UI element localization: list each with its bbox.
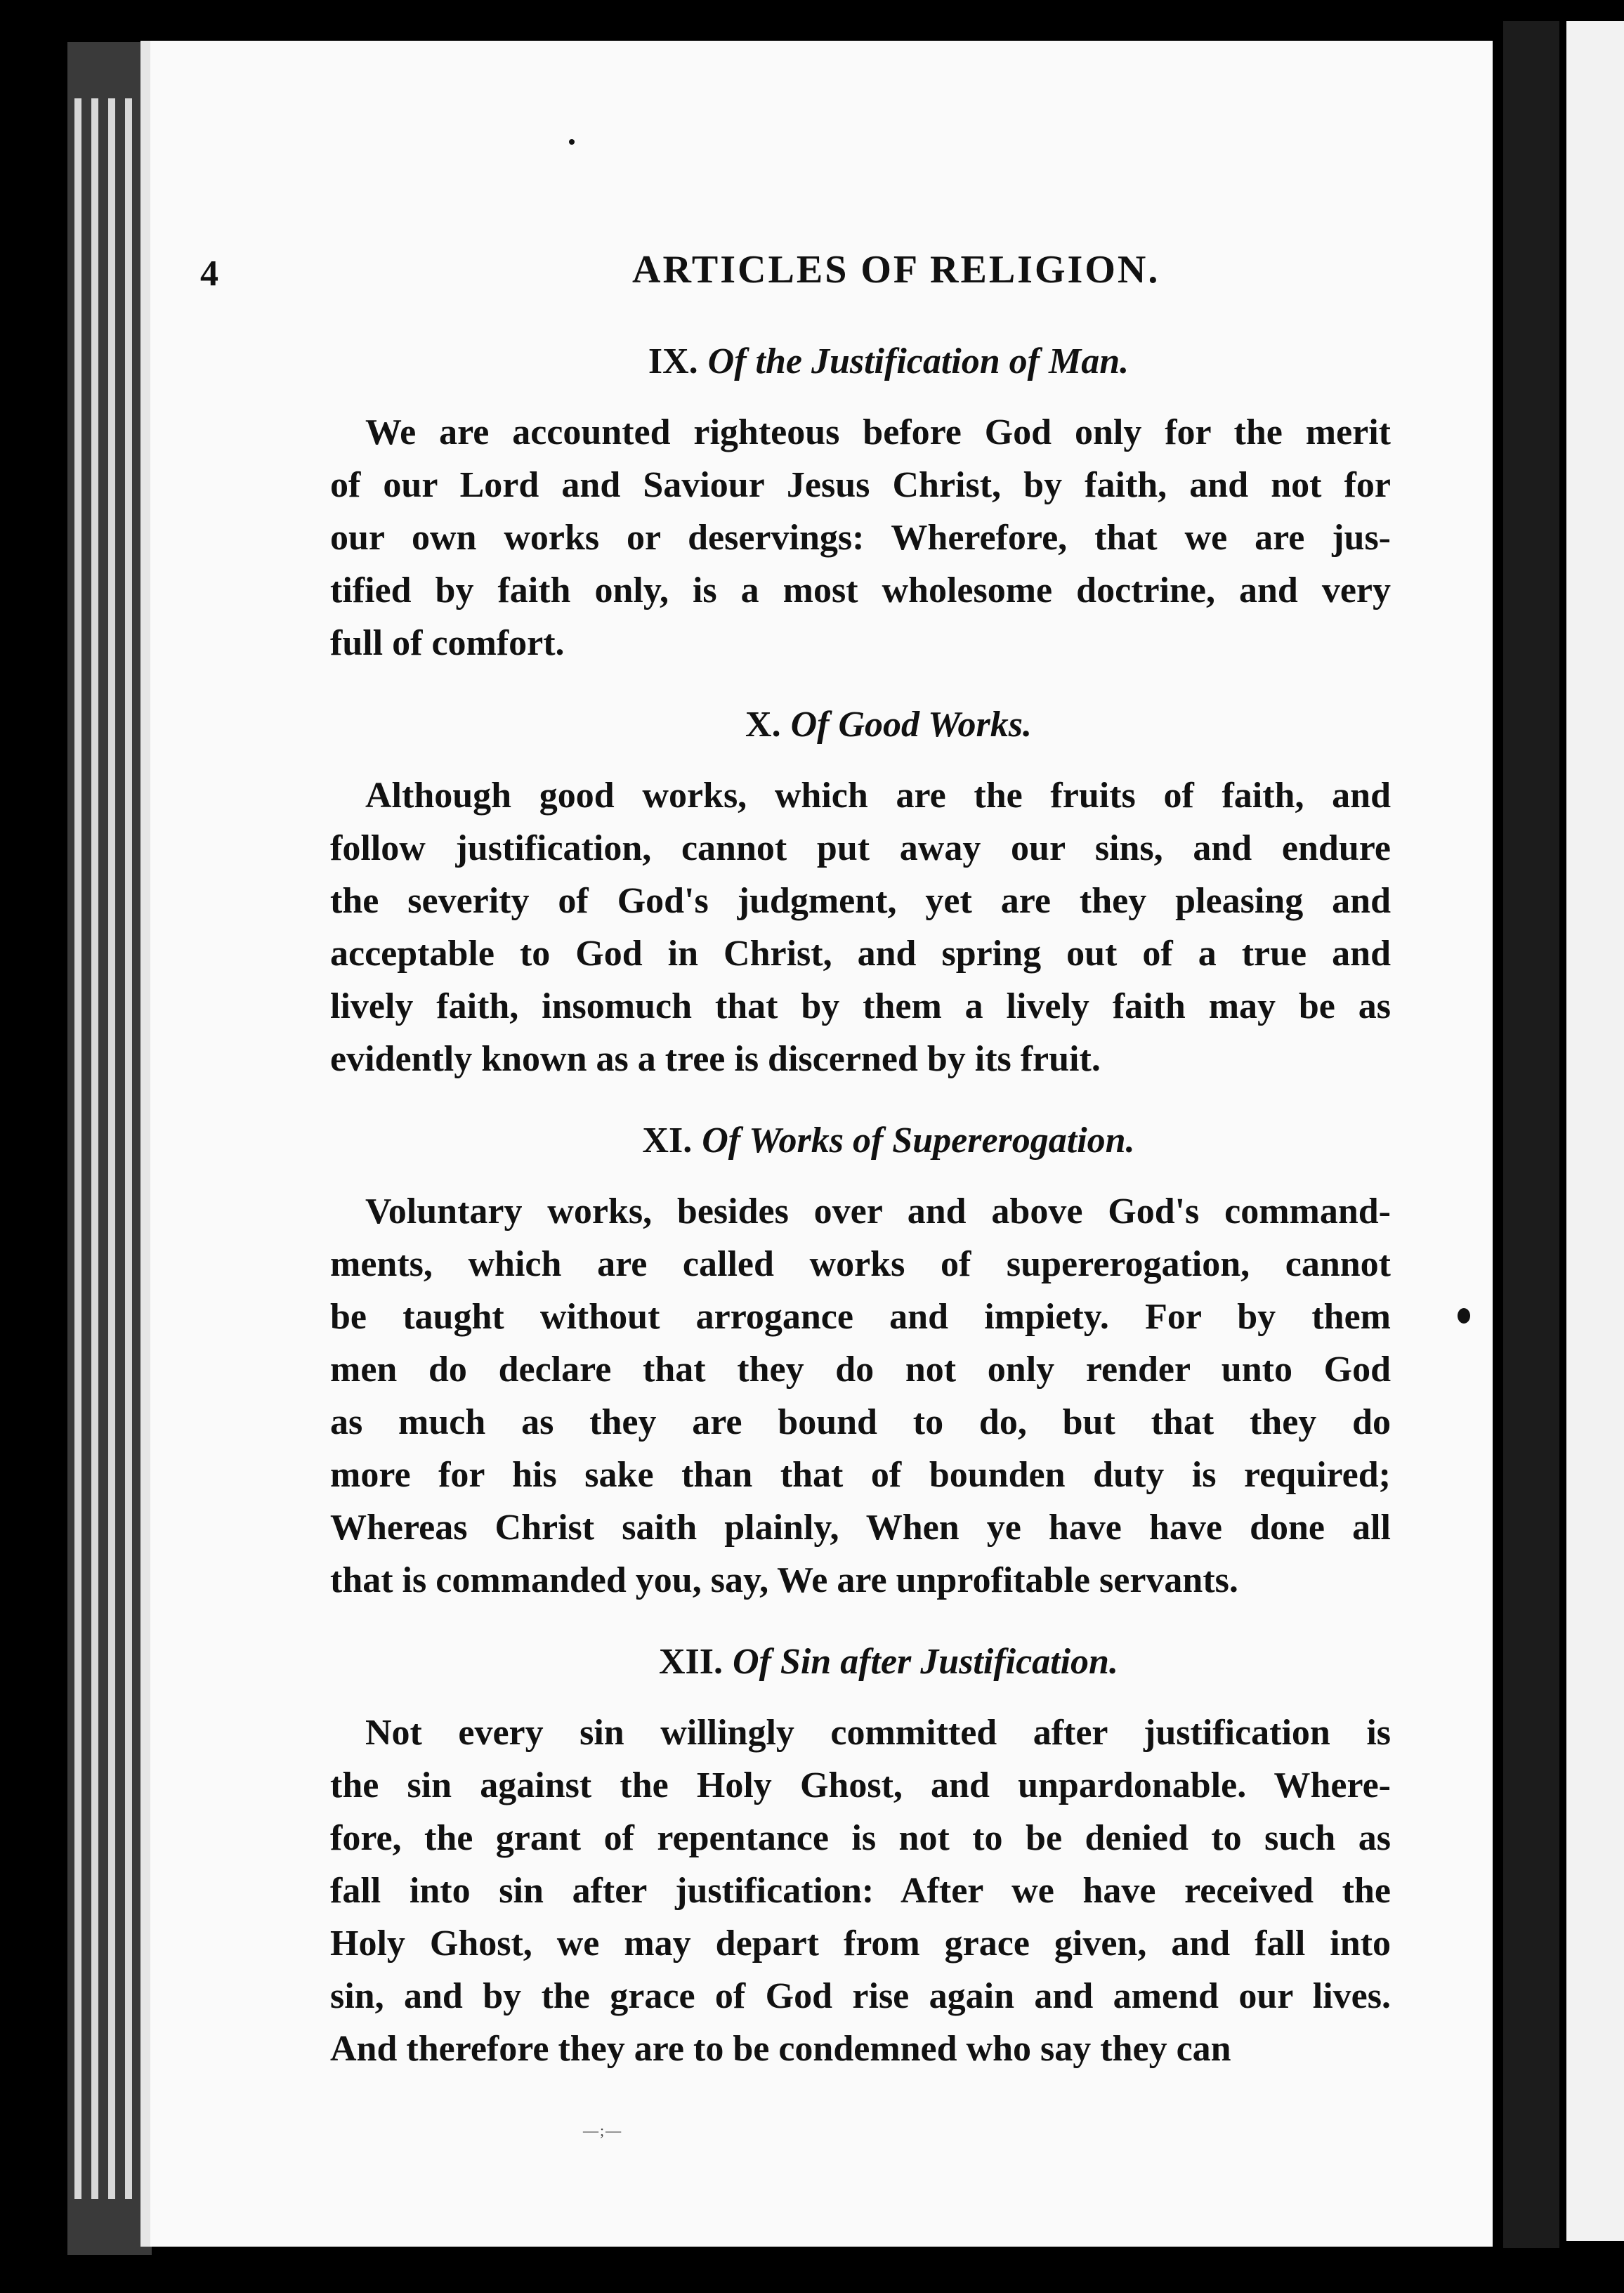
footer-mark: —;— <box>583 2122 623 2139</box>
text-line: And therefore they are to be condemned who say they can <box>330 2029 1231 2069</box>
book-edge <box>67 42 152 2255</box>
page-edge-line <box>91 98 98 2199</box>
article-title: Of Works of Supererogation. <box>702 1121 1135 1161</box>
text-line: sin, and by the grace of God rise again and amend our lives. <box>330 1976 1391 2016</box>
text-line: evidently known as a tree is discerned by its fruit. <box>330 1039 1101 1079</box>
text-line: We are accounted righteous before God only for the merit <box>365 412 1391 452</box>
page-edge-line <box>125 98 132 2199</box>
text-line: tified by faith only, is a most wholesome doctrine, and very <box>330 570 1391 610</box>
ink-speck <box>1458 1308 1470 1324</box>
article-section <box>330 1638 1391 2075</box>
page-content <box>330 337 1391 2106</box>
article-body <box>330 769 1391 1085</box>
article-title: Of Sin after Justification. <box>733 1642 1118 1682</box>
article-heading <box>330 1116 1391 1165</box>
article-body <box>330 406 1391 669</box>
text-line: ments, which are called works of supererogation, cannot <box>330 1244 1391 1284</box>
article-number: XI. <box>642 1121 693 1161</box>
article-body <box>330 1706 1391 2075</box>
article-number: IX. <box>648 341 698 381</box>
page-edge-line <box>108 98 115 2199</box>
article-heading <box>330 1638 1391 1687</box>
page-number: 4 <box>200 254 218 294</box>
text-line: be taught without arrogance and impiety. For by them <box>330 1297 1391 1337</box>
article-title: Of Good Works. <box>790 705 1032 745</box>
book-gutter <box>1503 21 1559 2248</box>
text-line: full of comfort. <box>330 623 565 663</box>
text-line: Although good works, which are the fruits of faith, and <box>365 776 1391 816</box>
article-section <box>330 1116 1391 1607</box>
article-number: X. <box>745 705 781 745</box>
text-line: the sin against the Holy Ghost, and unpardonable. Where- <box>330 1765 1391 1805</box>
text-line: our own works or deservings: Wherefore, that we are jus- <box>330 518 1391 558</box>
text-line: as much as they are bound to do, but that they do <box>330 1402 1391 1442</box>
text-line: of our Lord and Saviour Jesus Christ, by faith, and not for <box>330 465 1391 505</box>
text-line: fall into sin after justification: After we have received the <box>330 1871 1391 1911</box>
text-line: lively faith, insomuch that by them a lively faith may be as <box>330 986 1391 1026</box>
article-title: Of the Justification of Man. <box>707 341 1129 381</box>
text-line: the severity of God's judgment, yet are they pleasing and <box>330 881 1391 921</box>
ink-speck <box>569 139 575 145</box>
text-line: Voluntary works, besides over and above God's command- <box>365 1191 1391 1232</box>
article-heading <box>330 700 1391 750</box>
text-line: that is commanded you, say, We are unprofitable servants. <box>330 1560 1238 1600</box>
text-line: Holy Ghost, we may depart from grace given, and fall into <box>330 1923 1391 1964</box>
article-number: XII. <box>659 1642 723 1682</box>
article-section <box>330 337 1391 669</box>
page-edge-line <box>74 98 81 2199</box>
article-body <box>330 1185 1391 1607</box>
text-line: Not every sin willingly committed after justification is <box>365 1713 1391 1753</box>
text-line: Whereas Christ saith plainly, When ye have have done all <box>330 1508 1391 1548</box>
text-line: acceptable to God in Christ, and spring out of a true and <box>330 934 1391 974</box>
article-heading <box>330 337 1391 386</box>
running-head: ARTICLES OF RELIGION. <box>632 248 1160 292</box>
article-section <box>330 700 1391 1085</box>
facing-page-edge <box>1566 21 1624 2241</box>
text-line: fore, the grant of repentance is not to be denied to such as <box>330 1818 1391 1858</box>
text-line: follow justification, cannot put away our sins, and endure <box>330 828 1391 868</box>
text-line: men do declare that they do not only render unto God <box>330 1350 1391 1390</box>
text-line: more for his sake than that of bounden duty is required; <box>330 1455 1391 1495</box>
